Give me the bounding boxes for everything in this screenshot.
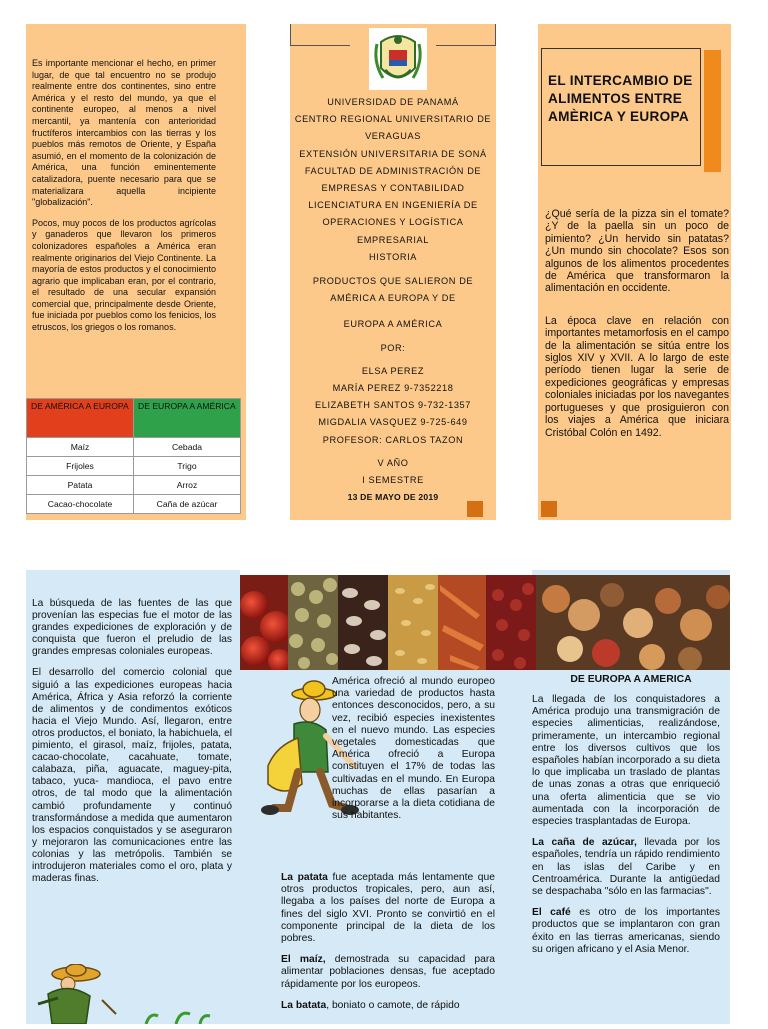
institution-line: LICENCIATURA EN INGENIERÍA DE [308,200,478,211]
cana-text: llevada por los españoles, tendría un rápido rendimiento en las islas del Caribe y en Centroamérica. Durante la antigüedad se despachaba "sólo en las farmacias". [532,837,720,898]
subject-line: EUROPA A AMÉRICA [343,319,443,330]
maiz-paragraph [281,954,495,991]
maiz-term: El maíz, [281,954,326,966]
corner-line-vertical-right [495,24,496,46]
title-accent-bar [704,50,721,172]
bottom-center-text [281,872,495,1012]
cafe-paragraph [532,907,720,956]
table-cell: Maíz [27,438,134,457]
patata-term: La patata [281,872,328,883]
colonial-commerce-paragraph: El desarrollo del comercio colonial que siguió a las expediciones europeas hacia América, África y Asia reforzó la corriente de alimentos y de condimentos exóticos hacia el Viejo Mundo. Así, llegaron, entre otros productos, el boniato, la habichuela, el pimiento, el girasol, maíz, frijoles, patata, cacao-chocolate, cacahuate, tomate, calabaza, piña, aguacate, maguey-pita, tabaco, yuca- mandioca, el pavo entre otros, de tal modo que la alimentación cambió profundamente y continuó transformándose a medida que aumentaron los espacios conquistados y se aseguraron y mejoraron las comunicaciones entre las colonias y las metrópolis. También se introdujeron materiales como el oro, plata y maderas finas. [32,667,232,885]
institution-line: VERAGUAS [365,131,421,142]
institution-line: EMPRESARIAL [357,234,429,245]
key-era-paragraph: La época clave en relación con importantes metamorfosis en el campo de la alimentación se sitúa entre los siglos XIV y XVII. A lo largo de este período tienen lugar la serie de expediciones geográficas y empresas coloniales iniciadas por los navegantes portugueses y que prosiguieron con los viajes a América que iniciara Cristóbal Colón en 1492. [545,314,729,439]
table-header-europa-america: DE EUROPA A AMÉRICA [134,399,241,438]
corner-line-horizontal-right [436,45,496,46]
table-row [27,476,241,495]
semester-label: I SEMESTRE [362,475,424,486]
plant-sprout-icon [136,1010,216,1024]
subject-line: AMÉRICA A EUROPA Y DE [330,293,456,304]
batata-paragraph [281,1000,495,1012]
institution-line: EMPRESAS Y CONTABILIDAD [321,183,465,194]
author-name: MARÍA PEREZ 9-7352218 [332,383,454,394]
table-row [27,457,241,476]
patata-paragraph [281,872,495,945]
institution-line: OPERACIONES Y LOGÍSTICA [322,217,464,228]
farmer-bending-icon [28,964,118,1024]
bottom-left-text [32,598,232,885]
institution-line: EXTENSIÓN UNIVERSITARIA DE SONÁ [299,148,487,159]
patata-text: fue aceptada más lentamente que otros productos tropicales, pero, aun así, llegaba a los países del norte de Europa a fines del siglo XVI. Pronto se convirtió en el componente principal de la dieta de los pobres. [281,872,495,945]
table-row [27,438,241,457]
institution-line: FACULTAD DE ADMINISTRACIÓN DE [304,165,482,176]
table-header-america-europa: DE AMÉRICA A EUROPA [27,399,134,438]
author-name: ELSA PEREZ [361,365,425,376]
table-cell: Arroz [134,476,241,495]
subject-line: PRODUCTOS QUE SALIERON DE [312,276,474,287]
table-cell: Frijoles [27,457,134,476]
top-left-text [32,58,216,334]
transmigration-paragraph: La llegada de los conquistadores a América produjo una transmigración de especies alimenticias, realizándose, primeramente, un intercambio regional entre los diversos cultivos que los españoles habían incorporado a su dieta lo que implicaba un traslado de plantas de unas zonas a otras que enriqueció una oferta alimenticia que se vio aumentada con la incorporación de especies trasplantadas de Europa. [532,694,720,828]
europe-to-america-heading: DE EUROPA A AMERICA [570,674,692,685]
table-cell: Cacao-chocolate [27,495,134,514]
table-row [27,495,241,514]
cafe-text: es otro de los importantes productos que se implantaron con gran éxito en las tierras americanas, siendo su origen africano y el Asia Menor. [532,907,720,955]
course-name: HISTORIA [368,251,418,262]
decorative-square [467,501,483,517]
professor-name: PROFESOR: CARLOS TAZON [322,434,464,445]
batata-term: La batata [281,999,327,1011]
year-label: V AÑO [377,457,409,468]
university-seal-icon [369,28,427,90]
decorative-square [541,501,557,517]
intro-paragraph-2: Pocos, muy pocos de los productos agrícolas y ganaderos que llevaron los primeros colonizadores españoles a América eran realmente originarios del Viejo Continente. La mayoría de estos productos y el conocimiento agrario que implicaban eran, por el contrario, el resultado de una secular expansión comercial que, principalmente desde Oriente, fue iniciada por pueblos como los fenicios, los etruscos, los griegos o los romanos. [32,217,216,333]
bottom-right-text [532,694,720,956]
bottom-center-text-top [332,676,495,822]
brochure-title: EL INTERCAMBIO DE ALIMENTOS ENTRE AMÈRICA Y EUROPA [548,73,693,124]
por-label: POR: [380,342,406,353]
batata-text: , boniato o camote, de rápido [326,999,460,1011]
america-offer-paragraph: América ofreció al mundo europeo una variedad de productos hasta entonces desconocidos, pero, a su vez, recibió especies inexistentes en el nuevo mundo. Las especies vegetales domesticadas que América ofreció a Europa constituyen el 17% de todas las cultivadas en el mundo. En Europa muchas de ellas pasarían a incorporarse a la dieta cotidiana de sus habitantes. [332,676,495,822]
institution-line: CENTRO REGIONAL UNIVERSITARIO DE [294,114,492,125]
table-cell: Trigo [134,457,241,476]
food-photo-strip [240,575,730,670]
maiz-text: demostrada su capacidad para alimentar poblaciones densas, fue aceptado rápidamente por los europeos. [281,954,495,990]
corner-line-vertical [290,24,291,46]
author-name: MIGDALIA VASQUEZ 9-725-649 [318,417,468,428]
corner-line-horizontal [290,45,350,46]
institution-line: UNIVERSIDAD DE PANAMÁ [327,97,459,107]
cana-term: La caña de azúcar, [532,837,637,849]
author-name: ELIZABETH SANTOS 9-732-1357 [315,400,471,411]
table-cell: Cebada [134,438,241,457]
table-cell: Caña de azúcar [134,495,241,514]
table-cell: Patata [27,476,134,495]
products-table [26,398,241,514]
cana-paragraph [532,837,720,898]
date-label: 13 DE MAYO DE 2019 [347,492,439,503]
top-right-text [545,208,729,439]
intro-paragraph-1: Es importante mencionar el hecho, en primer lugar, de que tal encuentro no se produjo realmente entre dos continentes, sino entre América y el resto del mundo, ya que el continente europeo, al menos a nivel mercantil, ya mantenía con anterioridad fructíferos intercambios con las tierras y los pueblos más remotos de Oriente, y España asumió, en el momento de la colonización de América, una función eminentemente catalizadora, puente necesario para que se materializara aquella incipiente "globalización". [32,58,216,208]
intro-question-paragraph: ¿Qué sería de la pizza sin el tomate? ¿Y de la paella sin un poco de pimiento? ¿Un hervido sin patatas? ¿Un mundo sin chocolate? Esos son algunos de los alimentos procedentes de América que transformaron la alimentación en occidente. [545,208,729,295]
cover-text [290,94,496,506]
cafe-term: El café [532,907,571,919]
spice-search-paragraph: La búsqueda de las fuentes de las que provenían las especias fue el motor de las grandes expediciones de exploración y de conquista que fueron el preludio de las grandes empresas coloniales europeas. [32,598,232,658]
